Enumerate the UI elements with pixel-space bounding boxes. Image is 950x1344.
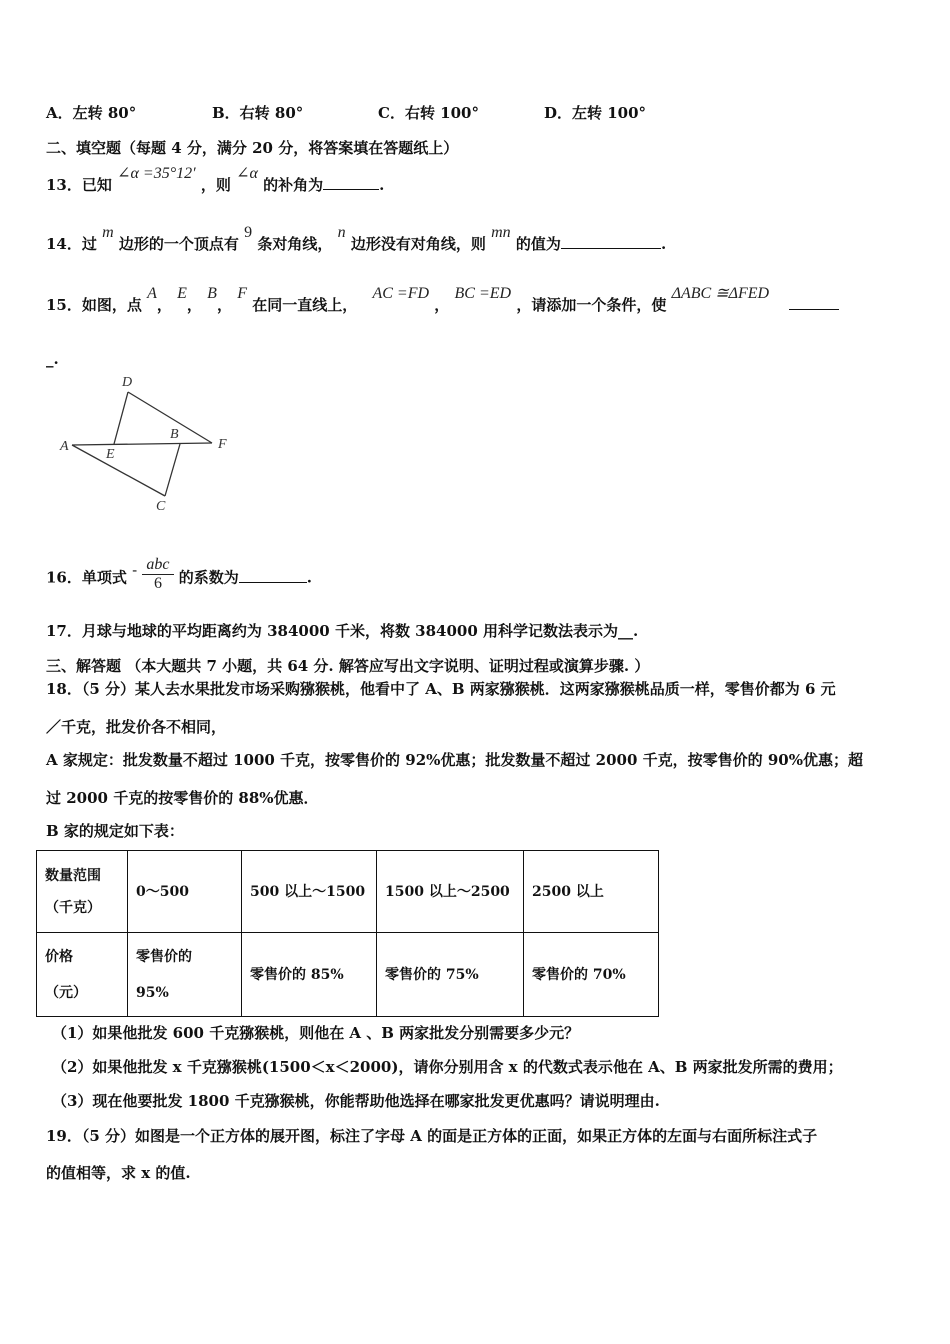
table-cell: 零售价的 75% — [377, 933, 524, 1017]
q16-minus: - — [132, 560, 138, 579]
cell-text: 零售价的 — [136, 948, 192, 965]
answer-blank — [561, 234, 661, 249]
cell-text: （千克） — [45, 899, 101, 916]
q15-point-a: A — [147, 285, 157, 302]
section-3-heading: 三、解答题 （本大题共 7 小题，共 64 分. 解答应写出文字说明、证明过程或演算步骤. ） — [46, 657, 650, 675]
q16-numerator: abc — [142, 556, 173, 575]
answer-blank — [323, 175, 379, 190]
q14-text-1: 边形的一个顶点有 — [118, 235, 239, 253]
q18-line-4: 过 2000 千克的按零售价的 88%优惠． — [46, 789, 319, 807]
q15-point-e: E — [177, 285, 187, 302]
q18-line-2: ／千克，批发价各不相同， — [46, 718, 227, 736]
q14-prefix: 14．过 — [46, 235, 97, 253]
q14-n: n — [337, 224, 346, 241]
q15-sep-4: ， — [434, 296, 450, 314]
q16-suffix: 的系数为 — [178, 568, 239, 587]
table-row — [37, 851, 659, 933]
label-f: F — [218, 437, 227, 452]
line-ac — [72, 445, 165, 496]
q14-nine: 9 — [244, 224, 253, 241]
q13-angle-symbol: ∠α — [236, 165, 258, 182]
label-c: C — [156, 499, 166, 514]
question-15 — [46, 285, 839, 315]
question-16 — [46, 556, 313, 597]
q16-prefix: 16．单项式 — [46, 568, 127, 587]
q15-text-2: ，请添加一个条件，使 — [516, 296, 667, 314]
answer-blank — [789, 295, 839, 310]
q14-end: . — [660, 235, 667, 253]
q15-equation-1: AC =FD — [372, 285, 430, 302]
option-b: B．右转 80° — [212, 104, 304, 122]
q15-prefix: 15．如图，点 — [46, 296, 142, 314]
line-bc — [165, 444, 180, 496]
q19-line-2: 的值相等，求 x 的值. — [46, 1164, 191, 1182]
table-cell: 零售价的 70% — [524, 933, 659, 1017]
question-17: 17．月球与地球的平均距离约为 384000 千米，将数 384000 用科学记数法表示为__. — [46, 622, 639, 640]
q15-continuation: _. — [46, 350, 59, 368]
q16-fraction — [142, 556, 173, 593]
q16-end: . — [306, 568, 313, 587]
geometry-figure — [56, 370, 236, 516]
q18-line-3: A 家规定：批发数量不超过 1000 千克，按零售价的 92%优惠；批发数量不超过 2000 千克，按零售价的 90%优惠；超 — [46, 751, 863, 769]
q18-line-5: B 家的规定如下表： — [46, 822, 184, 840]
q15-sep-3: ， — [216, 296, 232, 314]
label-e: E — [106, 447, 115, 462]
cell-text: 95% — [136, 984, 169, 1001]
q14-text-2: 条对角线， — [257, 235, 333, 253]
question-14 — [46, 224, 667, 254]
q13-angle-expression: ∠α =35°12′ — [117, 165, 196, 182]
q18-line-1: 18．（5 分）某人去水果批发市场采购猕猴桃，他看中了 A、B 两家猕猴桃．这两家猕猴桃品质一样，零售价都为 6 元 — [46, 680, 836, 698]
cell-text: （元） — [45, 984, 87, 1001]
q19-line-1: 19．（5 分）如图是一个正方体的展开图，标注了字母 A 的面是正方体的正面，如果正方体的左面与右面所标注式子 — [46, 1127, 818, 1145]
q15-point-f: F — [237, 285, 247, 302]
q16-denominator: 6 — [153, 575, 162, 592]
label-b: B — [170, 427, 179, 442]
q13-suffix: 的补角为 — [263, 176, 324, 194]
question-13 — [46, 165, 385, 195]
q15-text-1: 在同一直线上， — [252, 296, 358, 314]
option-a: A．左转 80° — [46, 104, 137, 122]
q14-m: m — [102, 224, 114, 241]
q14-text-4: 的值为 — [515, 235, 561, 253]
cell-text: 价格 — [45, 948, 73, 965]
q15-sep-1: ， — [156, 296, 172, 314]
table-cell: 1500 以上～2500 — [377, 851, 524, 933]
line-de — [114, 392, 128, 444]
q15-point-b: B — [207, 285, 217, 302]
line-af — [72, 443, 212, 445]
q18-sub-2: （2）如果他批发 x 千克猕猴桃(1500＜x＜2000)，请你分别用含 x 的代数式表示他在 A、B 两家批发所需的费用； — [52, 1058, 843, 1076]
pricing-table — [36, 850, 659, 1017]
table-row — [37, 933, 659, 1017]
option-d: D．左转 100° — [544, 104, 647, 122]
q15-sep-2: ， — [186, 296, 202, 314]
label-d: D — [122, 375, 133, 390]
q14-text-3: 边形没有对角线，则 — [350, 235, 486, 253]
table-cell: 0～500 — [128, 851, 242, 933]
table-cell: 零售价的 85% — [242, 933, 377, 1017]
label-a: A — [60, 439, 69, 454]
q13-mid: ，则 — [200, 176, 231, 194]
table-cell — [37, 933, 128, 1017]
cell-text: 数量范围 — [45, 867, 101, 884]
q18-sub-1: （1）如果他批发 600 千克猕猴桃，则他在 A 、B 两家批发分别需要多少元？ — [52, 1024, 580, 1042]
q18-sub-3: （3）现在他要批发 1800 千克猕猴桃，你能帮助他选择在哪家批发更优惠吗？请说明理由. — [52, 1092, 660, 1110]
answer-blank — [239, 568, 307, 583]
section-2-heading: 二、填空题（每题 4 分，满分 20 分，将答案填在答题纸上） — [46, 139, 459, 157]
q15-congruence: ΔABC ≅ΔFED — [671, 285, 770, 302]
q13-prefix: 13．已知 — [46, 176, 112, 194]
table-cell — [128, 933, 242, 1017]
option-c: C．右转 100° — [378, 104, 479, 122]
table-cell: 2500 以上 — [524, 851, 659, 933]
q15-equation-2: BC =ED — [454, 285, 512, 302]
q14-mn: mn — [491, 224, 511, 241]
table-cell — [37, 851, 128, 933]
q13-end: . — [379, 176, 385, 194]
table-cell: 500 以上～1500 — [242, 851, 377, 933]
